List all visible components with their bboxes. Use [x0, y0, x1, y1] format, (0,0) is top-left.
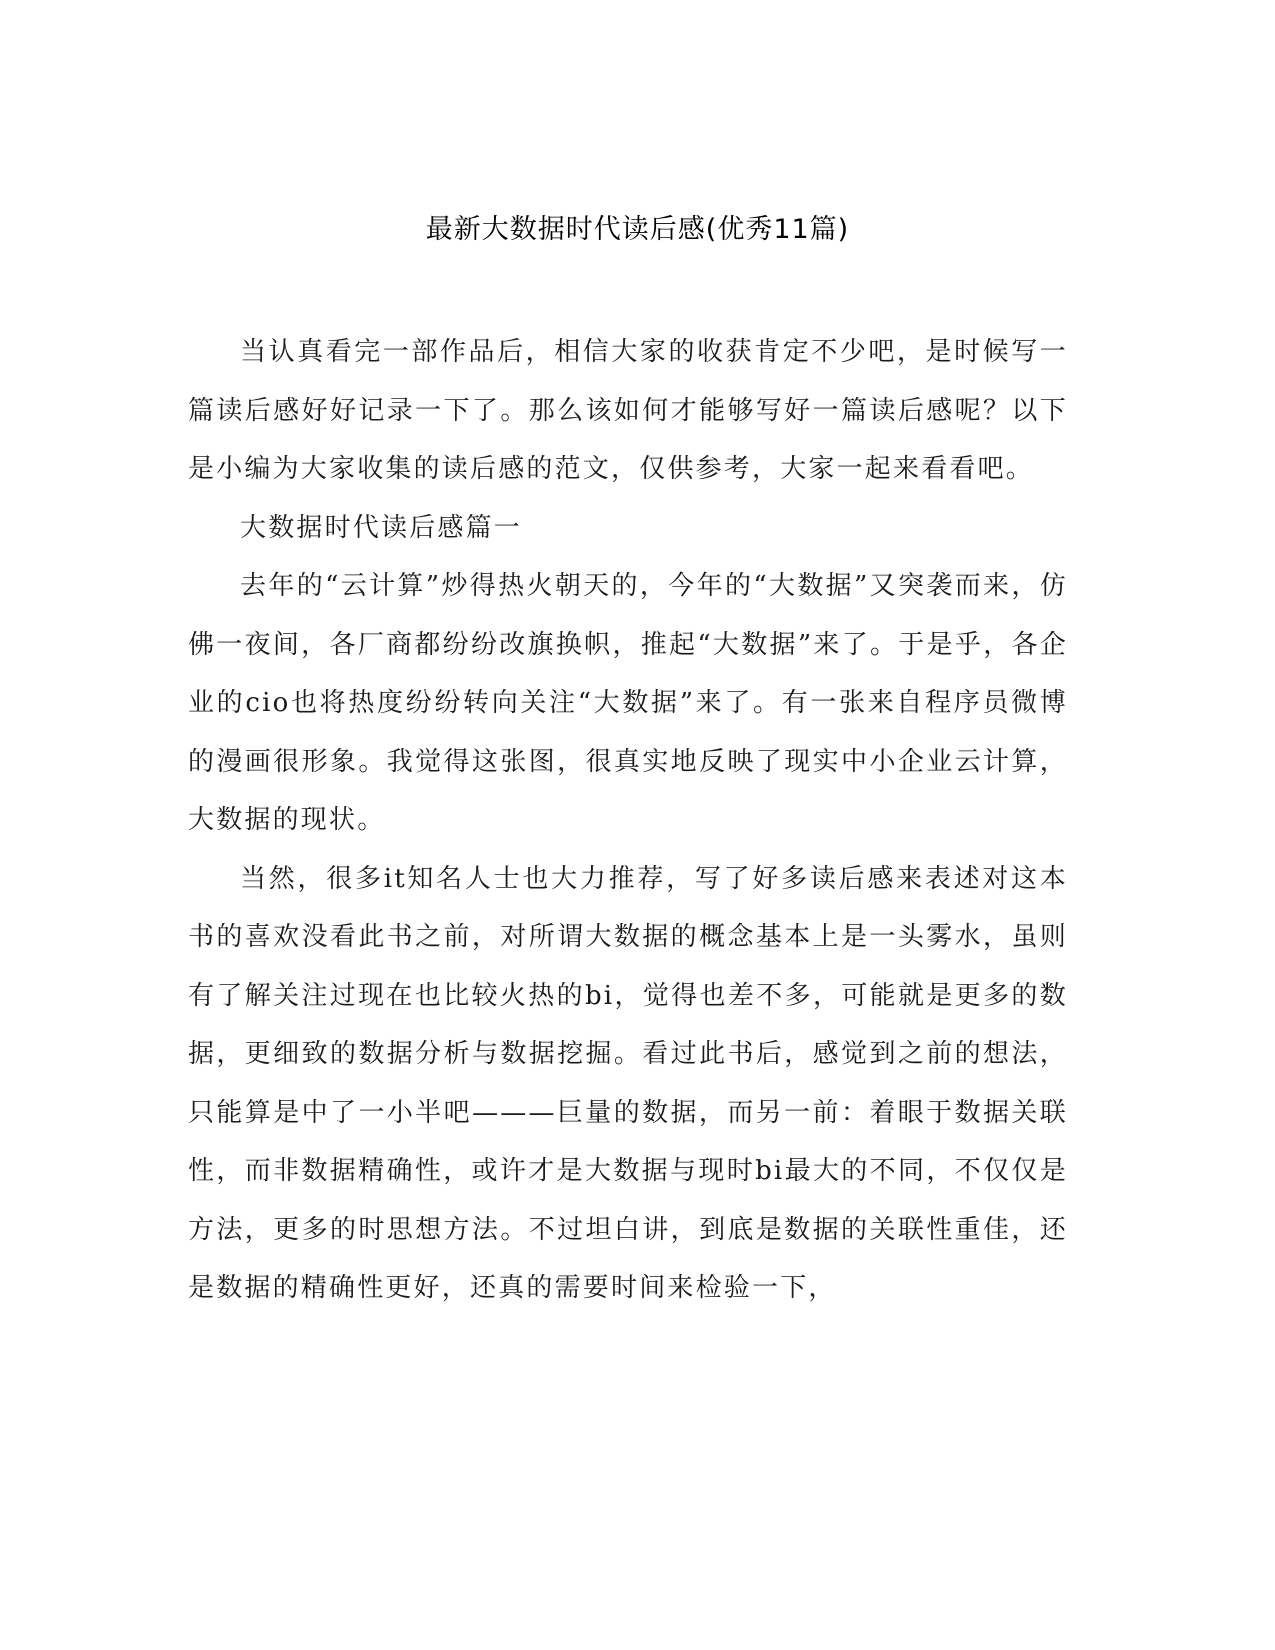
body-paragraph: 当然，很多it知名人士也大力推荐，写了好多读后感来表述对这本书的喜欢没看此书之前，对所谓大数据的概念基本上是一头雾水，虽则有了解关注过现在也比较火热的bi，觉得也差不多，可能就是更多的数据，更细致的数据分析与数据挖掘。看过此书后，感觉到之前的想法，只能算是中了一小半吧———巨量的数据，而另一前：着眼于数据关联性，而非数据精确性，或许才是大数据与现时bi最大的不同，不仅仅是方法，更多的时思想方法。不过坦白讲，到底是数据的关联性重佳，还是数据的精确性更好，还真的需要时间来检验一下，	[188, 863, 1068, 1303]
section-heading: 大数据时代读后感篇一	[240, 512, 523, 543]
document-body	[188, 323, 1068, 1318]
intro-paragraph: 当认真看完一部作品后，相信大家的收获肯定不少吧，是时候写一篇读后感好好记录一下了。那么该如何才能够写好一篇读后感呢？以下是小编为大家收集的读后感的范文，仅供参考，大家一起来看看吧。	[188, 337, 1068, 484]
document-title: 最新大数据时代读后感(优秀11篇)	[425, 214, 850, 245]
body-paragraph: 去年的“云计算”炒得热火朝天的，今年的“大数据”又突袭而来，仿佛一夜间，各厂商都纷纷改旗换帜，推起“大数据”来了。于是乎，各企业的cio也将热度纷纷转向关注“大数据”来了。有一张来自程序员微博的漫画很形象。我觉得这张图，很真实地反映了现实中小企业云计算，大数据的现状。	[188, 571, 1068, 835]
